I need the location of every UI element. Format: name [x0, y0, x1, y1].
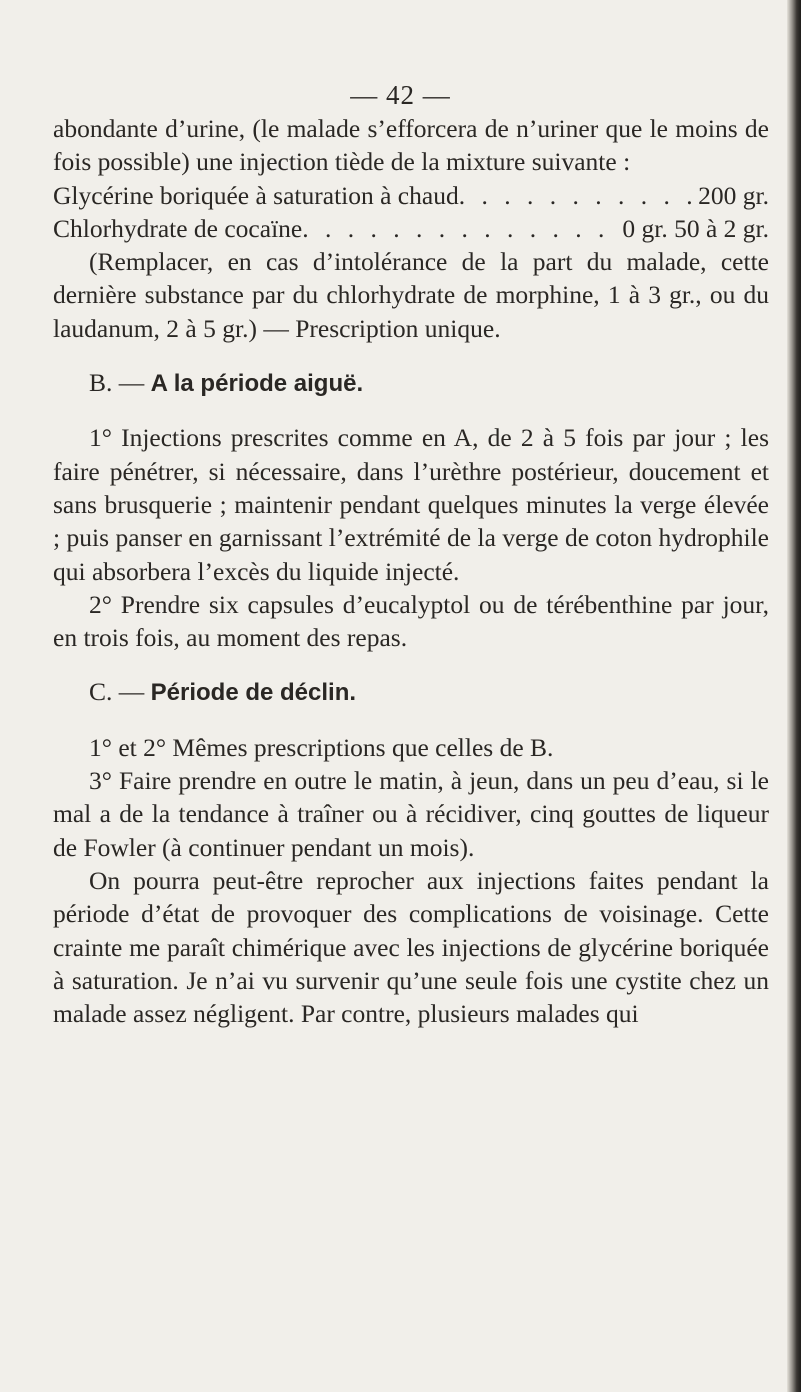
ingredient-amount: 200 gr.	[698, 180, 769, 210]
section-heading-c	[89, 675, 769, 709]
paragraph-fowler: 3° Faire prendre en outre le matin, à jeun, dans un peu d’eau, si le mal a de la tendance à traîner ou à récidiver, cinq gouttes de liqueur de Fowler (à continuer pendant un mois).	[53, 766, 769, 862]
paragraph-continuation: abondante d’urine, (le malade s’efforcera de n’uriner que le moins de fois possible) une injection tiède de la mixture suivante :	[53, 114, 769, 177]
prescription-line-2	[53, 212, 769, 245]
dot-leader	[459, 179, 692, 212]
paragraph-capsules: 2° Prendre six capsules d’eucalyptol ou de térébenthine par jour, en trois fois, au moment des repas.	[53, 589, 769, 653]
ingredient-amount: 0 gr. 50 à 2 gr.	[622, 213, 769, 243]
prescription-line-1	[53, 179, 769, 212]
section-title: A la période aiguë.	[150, 370, 364, 398]
dot-leader	[302, 212, 616, 245]
page-body	[53, 112, 769, 1030]
paragraph-discussion: On pourra peut-être reprocher aux injections faites pendant la période d’état de provoquer des complications de voisinage. Cette crainte me paraît chimérique avec les injections de glycérine boriquée à saturation. Je n’ai vu survenir qu’une seule fois une cystite chez un malade assez négligent. Par contre, plusieurs malades qui	[53, 865, 769, 1029]
page-edge-shadow	[787, 0, 801, 1392]
section-label: C. —	[89, 677, 145, 707]
section-title: Période de déclin.	[150, 679, 357, 707]
section-heading-b	[89, 366, 769, 400]
ingredient-name: Glycérine boriquée à saturation à chaud	[53, 180, 459, 210]
section-label: B. —	[89, 368, 145, 398]
paragraph-injections: 1° Injections prescrites comme en A, de 2 à 5 fois par jour ; les faire pénétrer, si nécessaire, dans l’urèthre postérieur, doucement et sans brusquerie ; maintenir pendant quelques minutes la verge élevée ; puis panser en garnissant l’extrémité de la verge de coton hydrophile qui absorbera l’excès du liquide injecté.	[53, 423, 769, 586]
paragraph-same-prescriptions: 1° et 2° Mêmes prescriptions que celles de B.	[89, 732, 554, 762]
ingredient-name: Chlorhydrate de cocaïne	[53, 213, 303, 243]
paragraph-substitution: (Remplacer, en cas d’intolérance de la part du malade, cette dernière substance par du chlorhydrate de morphine, 1 à 3 gr., ou du laudanum, 2 à 5 gr.) — Prescription unique.	[53, 247, 769, 343]
page-number: — 42 —	[350, 80, 451, 110]
